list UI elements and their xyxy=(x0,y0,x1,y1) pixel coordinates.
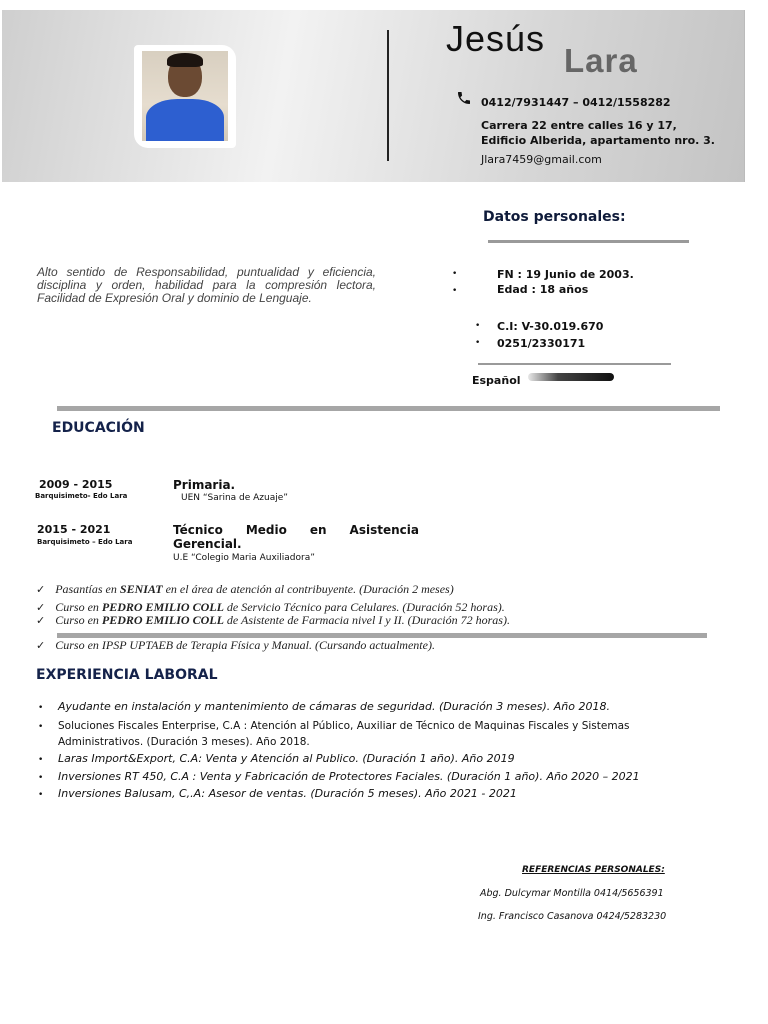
education-title: EDUCACIÓN xyxy=(52,420,145,436)
bullet-icon: • xyxy=(38,773,44,783)
course-item: ✓ Curso en PEDRO EMILIO COLL de Asistente de Farmacia nivel I y II. (Duración 72 horas). xyxy=(36,613,510,627)
check-icon: ✓ xyxy=(36,639,46,652)
phone-icon xyxy=(456,90,472,106)
personal-data-rule xyxy=(488,240,689,243)
experience-item: • Ayudante en instalación y mantenimiento de cámaras de seguridad. (Duración 3 meses). Año 2018. xyxy=(38,699,610,716)
experience-item: • Soluciones Fiscales Enterprise, C.A : Atención al Público, Auxiliar de Técnico de Maquinas Fiscales y Sistemas Administrativos. (Duración 3 meses). Año 2018. xyxy=(38,720,630,748)
birth-date: FN : 19 Junio de 2003. xyxy=(497,268,634,281)
bullet-icon: • xyxy=(38,790,44,800)
edu-degree xyxy=(173,523,419,551)
edu-institution: U.E “Colegio Maria Auxiliadora” xyxy=(173,553,315,563)
last-name: Lara xyxy=(564,42,638,79)
language-level-bar xyxy=(528,373,614,381)
contact-phone: 0412/7931447 – 0412/1558282 xyxy=(481,96,671,109)
bullet-icon: • xyxy=(452,269,458,279)
bullet-icon: • xyxy=(452,286,458,296)
edu-location: Barquisimeto – Edo Lara xyxy=(37,538,133,546)
home-phone: 0251/2330171 xyxy=(497,337,586,350)
id-number: C.I: V-30.019.670 xyxy=(497,320,604,333)
experience-item: • Inversiones RT 450, C.A : Venta y Fabricación de Protectores Faciales. (Duración 1 año). Año 2020 – 2021 xyxy=(38,769,640,786)
contact-email[interactable]: Jlara7459@gmail.com xyxy=(481,153,602,166)
personal-data-title: Datos personales: xyxy=(483,209,626,225)
photo-shirt xyxy=(146,99,224,141)
bullet-icon: • xyxy=(38,755,44,765)
profile-summary: Alto sentido de Responsabilidad, puntualidad y eficiencia, disciplina y orden, habilidad para la compresión lectora, Facilidad de Expresión Oral y dominio de Lenguaje. xyxy=(37,265,376,305)
photo-frame xyxy=(134,45,236,148)
course-item: ✓ Curso en IPSP UPTAEB de Terapia Física y Manual. (Cursando actualmente). xyxy=(36,638,435,652)
edu-institution: UEN “Sarina de Azuaje” xyxy=(181,493,288,503)
check-icon: ✓ xyxy=(36,601,46,614)
course-item: ✓ Curso en PEDRO EMILIO COLL de Servicio Técnico para Celulares. (Duración 52 horas). xyxy=(36,600,505,614)
bullet-icon: • xyxy=(38,722,44,732)
references-title: REFERENCIAS PERSONALES: xyxy=(522,865,665,875)
first-name: Jesús xyxy=(446,18,546,59)
reference-item: Ing. Francisco Casanova 0424/5283230 xyxy=(478,911,667,922)
education-rule xyxy=(57,406,720,411)
edu-years: 2015 - 2021 xyxy=(37,523,111,536)
bullet-icon: • xyxy=(38,703,44,713)
check-icon: ✓ xyxy=(36,614,46,627)
edu-degree-line1: Técnico Medio en Asistencia xyxy=(173,523,419,537)
language-label: Español xyxy=(472,374,521,387)
experience-title: EXPERIENCIA LABORAL xyxy=(36,667,218,683)
course-item: ✓ Pasantías en SENIAT en el área de atención al contribuyente. (Duración 2 meses) xyxy=(36,582,454,596)
reference-item: Abg. Dulcymar Montilla 0414/5656391 xyxy=(480,888,664,899)
edu-degree: Primaria. xyxy=(173,478,236,492)
check-icon: ✓ xyxy=(36,583,46,596)
edu-years: 2009 - 2015 xyxy=(39,478,113,491)
bullet-icon: • xyxy=(475,321,481,331)
contact-address: Carrera 22 entre calles 16 y 17, Edificio Alberida, apartamento nro. 3. xyxy=(481,119,715,147)
language-rule xyxy=(478,363,671,365)
age: Edad : 18 años xyxy=(497,283,589,296)
header-divider xyxy=(387,30,389,161)
profile-photo xyxy=(142,51,228,141)
experience-item: • Inversiones Balusam, C,.A: Asesor de ventas. (Duración 5 meses). Año 2021 - 2021 xyxy=(38,786,517,803)
bullet-icon: • xyxy=(475,338,481,348)
edu-location: Barquisimeto- Edo Lara xyxy=(35,492,128,500)
photo-hair xyxy=(167,53,203,67)
experience-item: • Laras Import&Export, C.A: Venta y Atención al Publico. (Duración 1 año). Año 2019 xyxy=(38,751,515,768)
edu-degree-line2: Gerencial. xyxy=(173,537,242,551)
